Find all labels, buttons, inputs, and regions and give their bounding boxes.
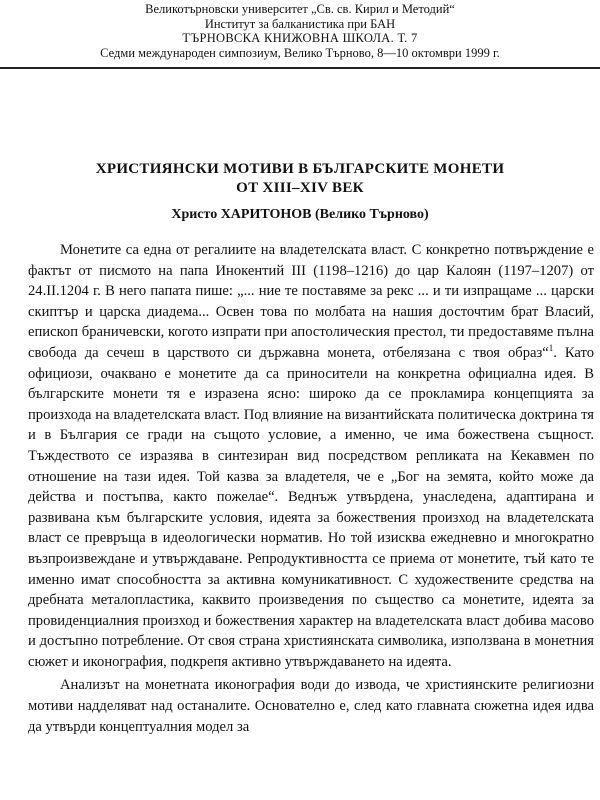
institute-line: Институт за балканистика при БАН xyxy=(204,16,396,31)
title-line-2: ОТ XIII–XIV ВЕК xyxy=(236,180,364,196)
series-line: ТЪРНОВСКА КНИЖОВНА ШКОЛА. Т. 7 xyxy=(182,31,418,45)
paragraph-1-part-a: Монетите са една от регалиите на владетелската власт. С конкретно потвърждение е фактът от писмото на папа Инокентий III (1198–1216) до цар Калоян (1197–1207) от 24.II.1204 г. В него папата пише: „... ние те поставяме за рекс ... и ти изпращаме ... царски скиптър и царска диадема... Освен това по молбата на нашия досточтим брат Власий, епископ браничевски, когото изпрати при апостолическия престол, ти предоставяме пълна свобода да сечеш в царството си държавна монета, отбелязана с твоя образ“ xyxy=(28,242,594,361)
paragraph-2: Анализът на монетната иконография води до извода, че християнските религиозни мотиви надделяват над останалите. Основателно е, след като главната сюжетна идея идва да утвърди концептуалния модел за xyxy=(28,677,594,735)
article-title xyxy=(0,160,600,198)
footnote-marker: 1 xyxy=(548,343,554,354)
paragraph-1-part-b: . Като официози, очаквано е монетите да са приносители на конкретна официална идея. В българските монети тя е изразена ясно: широко да се прокламира концепцията за произхода на владетелската власт. Под влияние на византийската политическа доктрина тя и в България се гради на същото условие, а именно, че има божествена същност. Тъждеството се изразява в синтезиран вид посредством репликата на Кекавмен по отношение на тази идея. Той казва за владетеля, че е „Бог на земята, който може да действа и постъпва, както пожелае“. Веднъж утвърдена, унаследена, адаптирана и развивана към българските условия, идеята за божествения произход на владетелската власт се превръща в идеологически норматив. Но той изисква ежедневно и многократно възпроизвеждане и утвърждаване. Репродуктивността се приема от монетите, тъй като те именно имат способността за активна комуникативност. С художествените средства на дребната металопластика, каквито произведения по същество са монетите, идеята за провиденциалния произход и божествения характер на владетелската власт добива масово и достъпно потребление. От своя страна християнската символика, използвана в монетния сюжет и иконография, подкрепя активно утвърждаването на идеята. xyxy=(28,344,594,670)
publication-header xyxy=(0,2,600,60)
university-line: Великотърновски университет „Св. св. Кирил и Методий“ xyxy=(145,2,455,16)
paragraph-1 xyxy=(28,240,594,672)
title-line-1: ХРИСТИЯНСКИ МОТИВИ В БЪЛГАРСКИТЕ МОНЕТИ xyxy=(95,161,505,177)
article-author: Христо ХАРИТОНОВ (Велико Търново) xyxy=(171,207,429,222)
symposium-line: Седми международен симпозиум, Велико Търново, 8—10 октомври 1999 г. xyxy=(100,45,500,60)
article-body xyxy=(28,240,594,737)
header-rule xyxy=(0,67,600,69)
